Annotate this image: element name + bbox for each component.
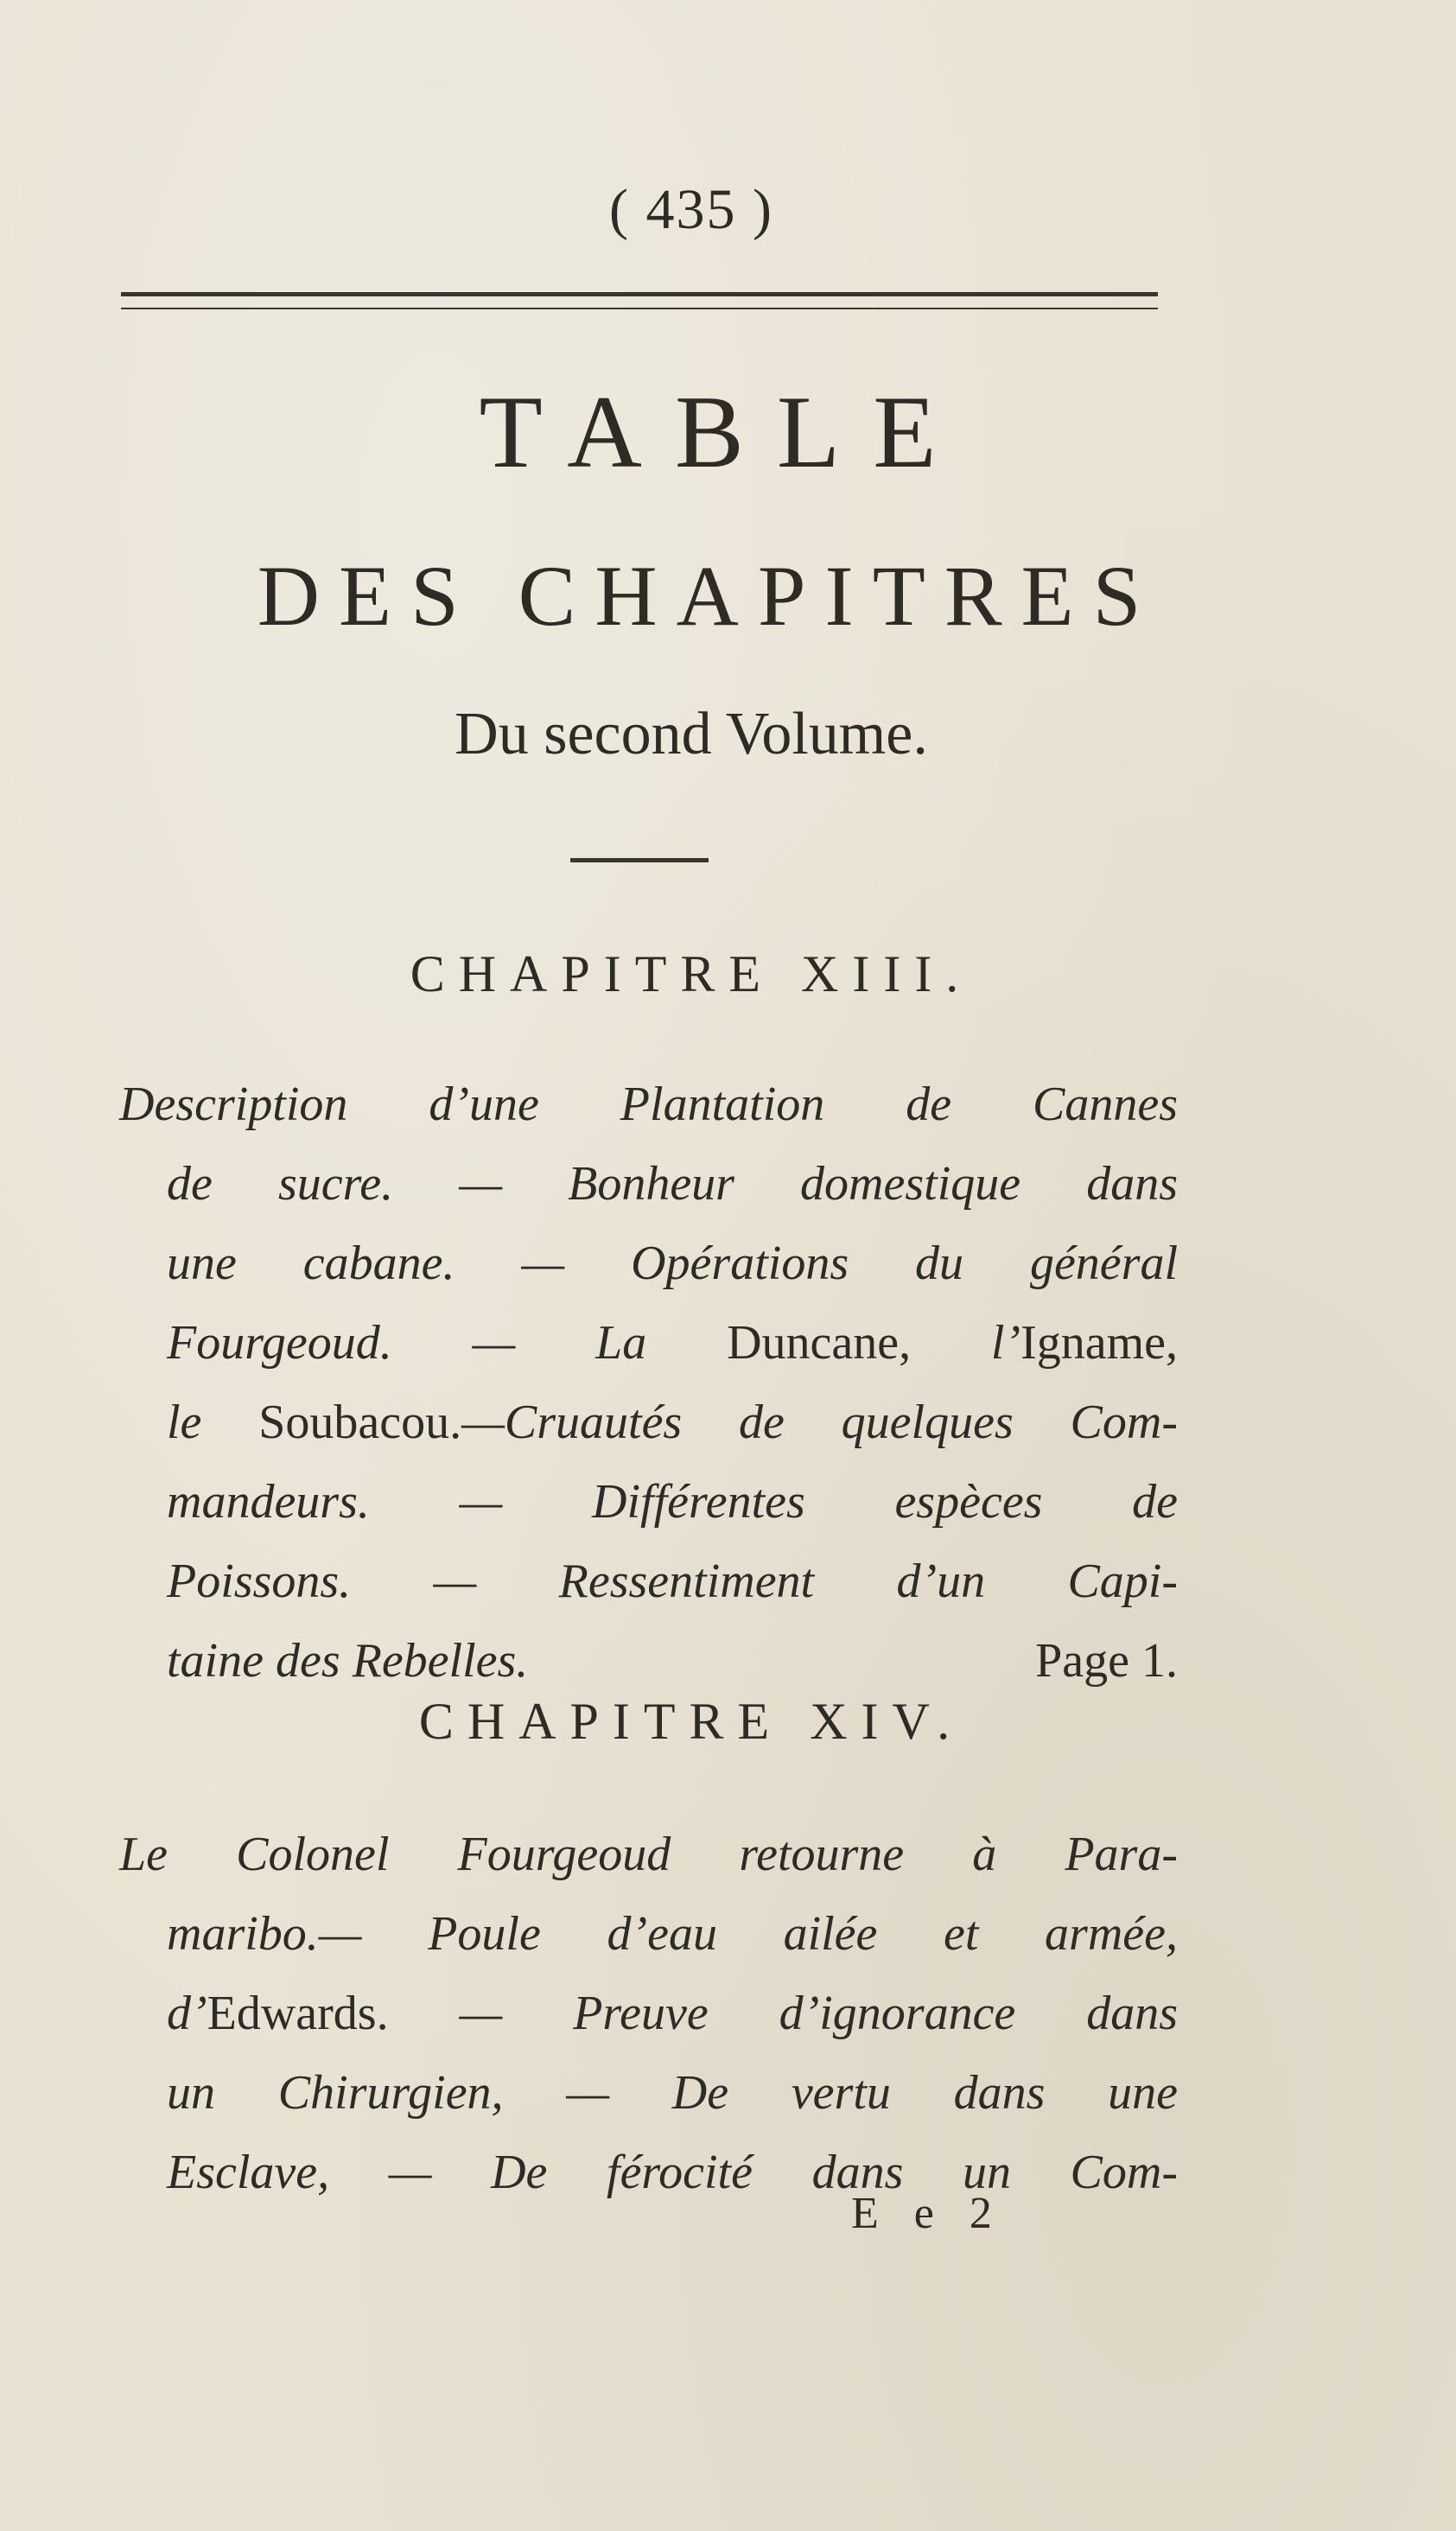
summary-text: l’	[990, 1316, 1021, 1370]
heading-volume: Du second Volume.	[455, 701, 928, 767]
signature-mark: E e 2	[851, 2189, 1004, 2238]
summary-line	[119, 1383, 1178, 1462]
page-number: ( 435 )	[609, 178, 773, 241]
top-rule-thin	[121, 308, 1158, 309]
summary-text: Poissons. — Ressentiment d’un Capi-	[167, 1555, 1178, 1608]
summary-text: d’	[167, 1987, 207, 2040]
summary-line	[119, 1894, 1178, 1974]
summary-text: une cabane. — Opérations du général	[167, 1237, 1178, 1290]
summary-line	[119, 1144, 1178, 1224]
summary-text: le	[167, 1396, 259, 1449]
summary-line	[119, 2133, 1178, 2212]
summary-text: — Preuve d’ignorance dans	[459, 1987, 1178, 2040]
top-rule	[121, 292, 1158, 296]
summary-text: Esclave, — De férocité dans un Com-	[167, 2146, 1178, 2199]
summary-line	[119, 1542, 1178, 1621]
separator-rule	[570, 858, 709, 862]
summary-line	[119, 1065, 1178, 1144]
summary-text: un Chirurgien, — De vertu dans une	[167, 2066, 1178, 2120]
chapter-summary	[119, 1815, 1178, 2212]
summary-text: de sucre. — Bonheur domestique dans	[167, 1157, 1178, 1211]
summary-text: Duncane,	[727, 1316, 991, 1370]
summary-line	[119, 1303, 1178, 1383]
summary-text: Igname,	[1020, 1316, 1178, 1370]
summary-line	[119, 1462, 1178, 1542]
chapter-title: CHAPITRE XIII.	[410, 945, 973, 1002]
chapter-title: CHAPITRE XIV.	[418, 1693, 964, 1750]
summary-text: Le Colonel Fourgeoud retourne à Para-	[119, 1828, 1178, 1881]
summary-text: mandeurs. — Différentes espèces de	[167, 1475, 1178, 1529]
page-reference: Page 1.	[1035, 1634, 1178, 1688]
heading-table: TABLE	[479, 374, 970, 489]
summary-line	[119, 1621, 1178, 1701]
summary-text: Fourgeoud. — La	[167, 1316, 728, 1370]
summary-line	[119, 2053, 1178, 2133]
chapter-summary	[119, 1065, 1178, 1701]
summary-line	[119, 1974, 1178, 2053]
summary-text: Soubacou.	[258, 1396, 462, 1449]
summary-line	[119, 1815, 1178, 1894]
summary-line	[119, 1224, 1178, 1303]
heading-chapitres: DES CHAPITRES	[257, 548, 1160, 644]
summary-text: —Cruautés de quelques Com-	[461, 1396, 1178, 1449]
summary-text: Description d’une Plantation de Cannes	[119, 1078, 1178, 1131]
summary-text: maribo.— Poule d’eau ailée et armée,	[167, 1907, 1178, 1961]
summary-text: Edwards.	[207, 1987, 460, 2040]
summary-text: taine des Rebelles.	[167, 1634, 529, 1688]
